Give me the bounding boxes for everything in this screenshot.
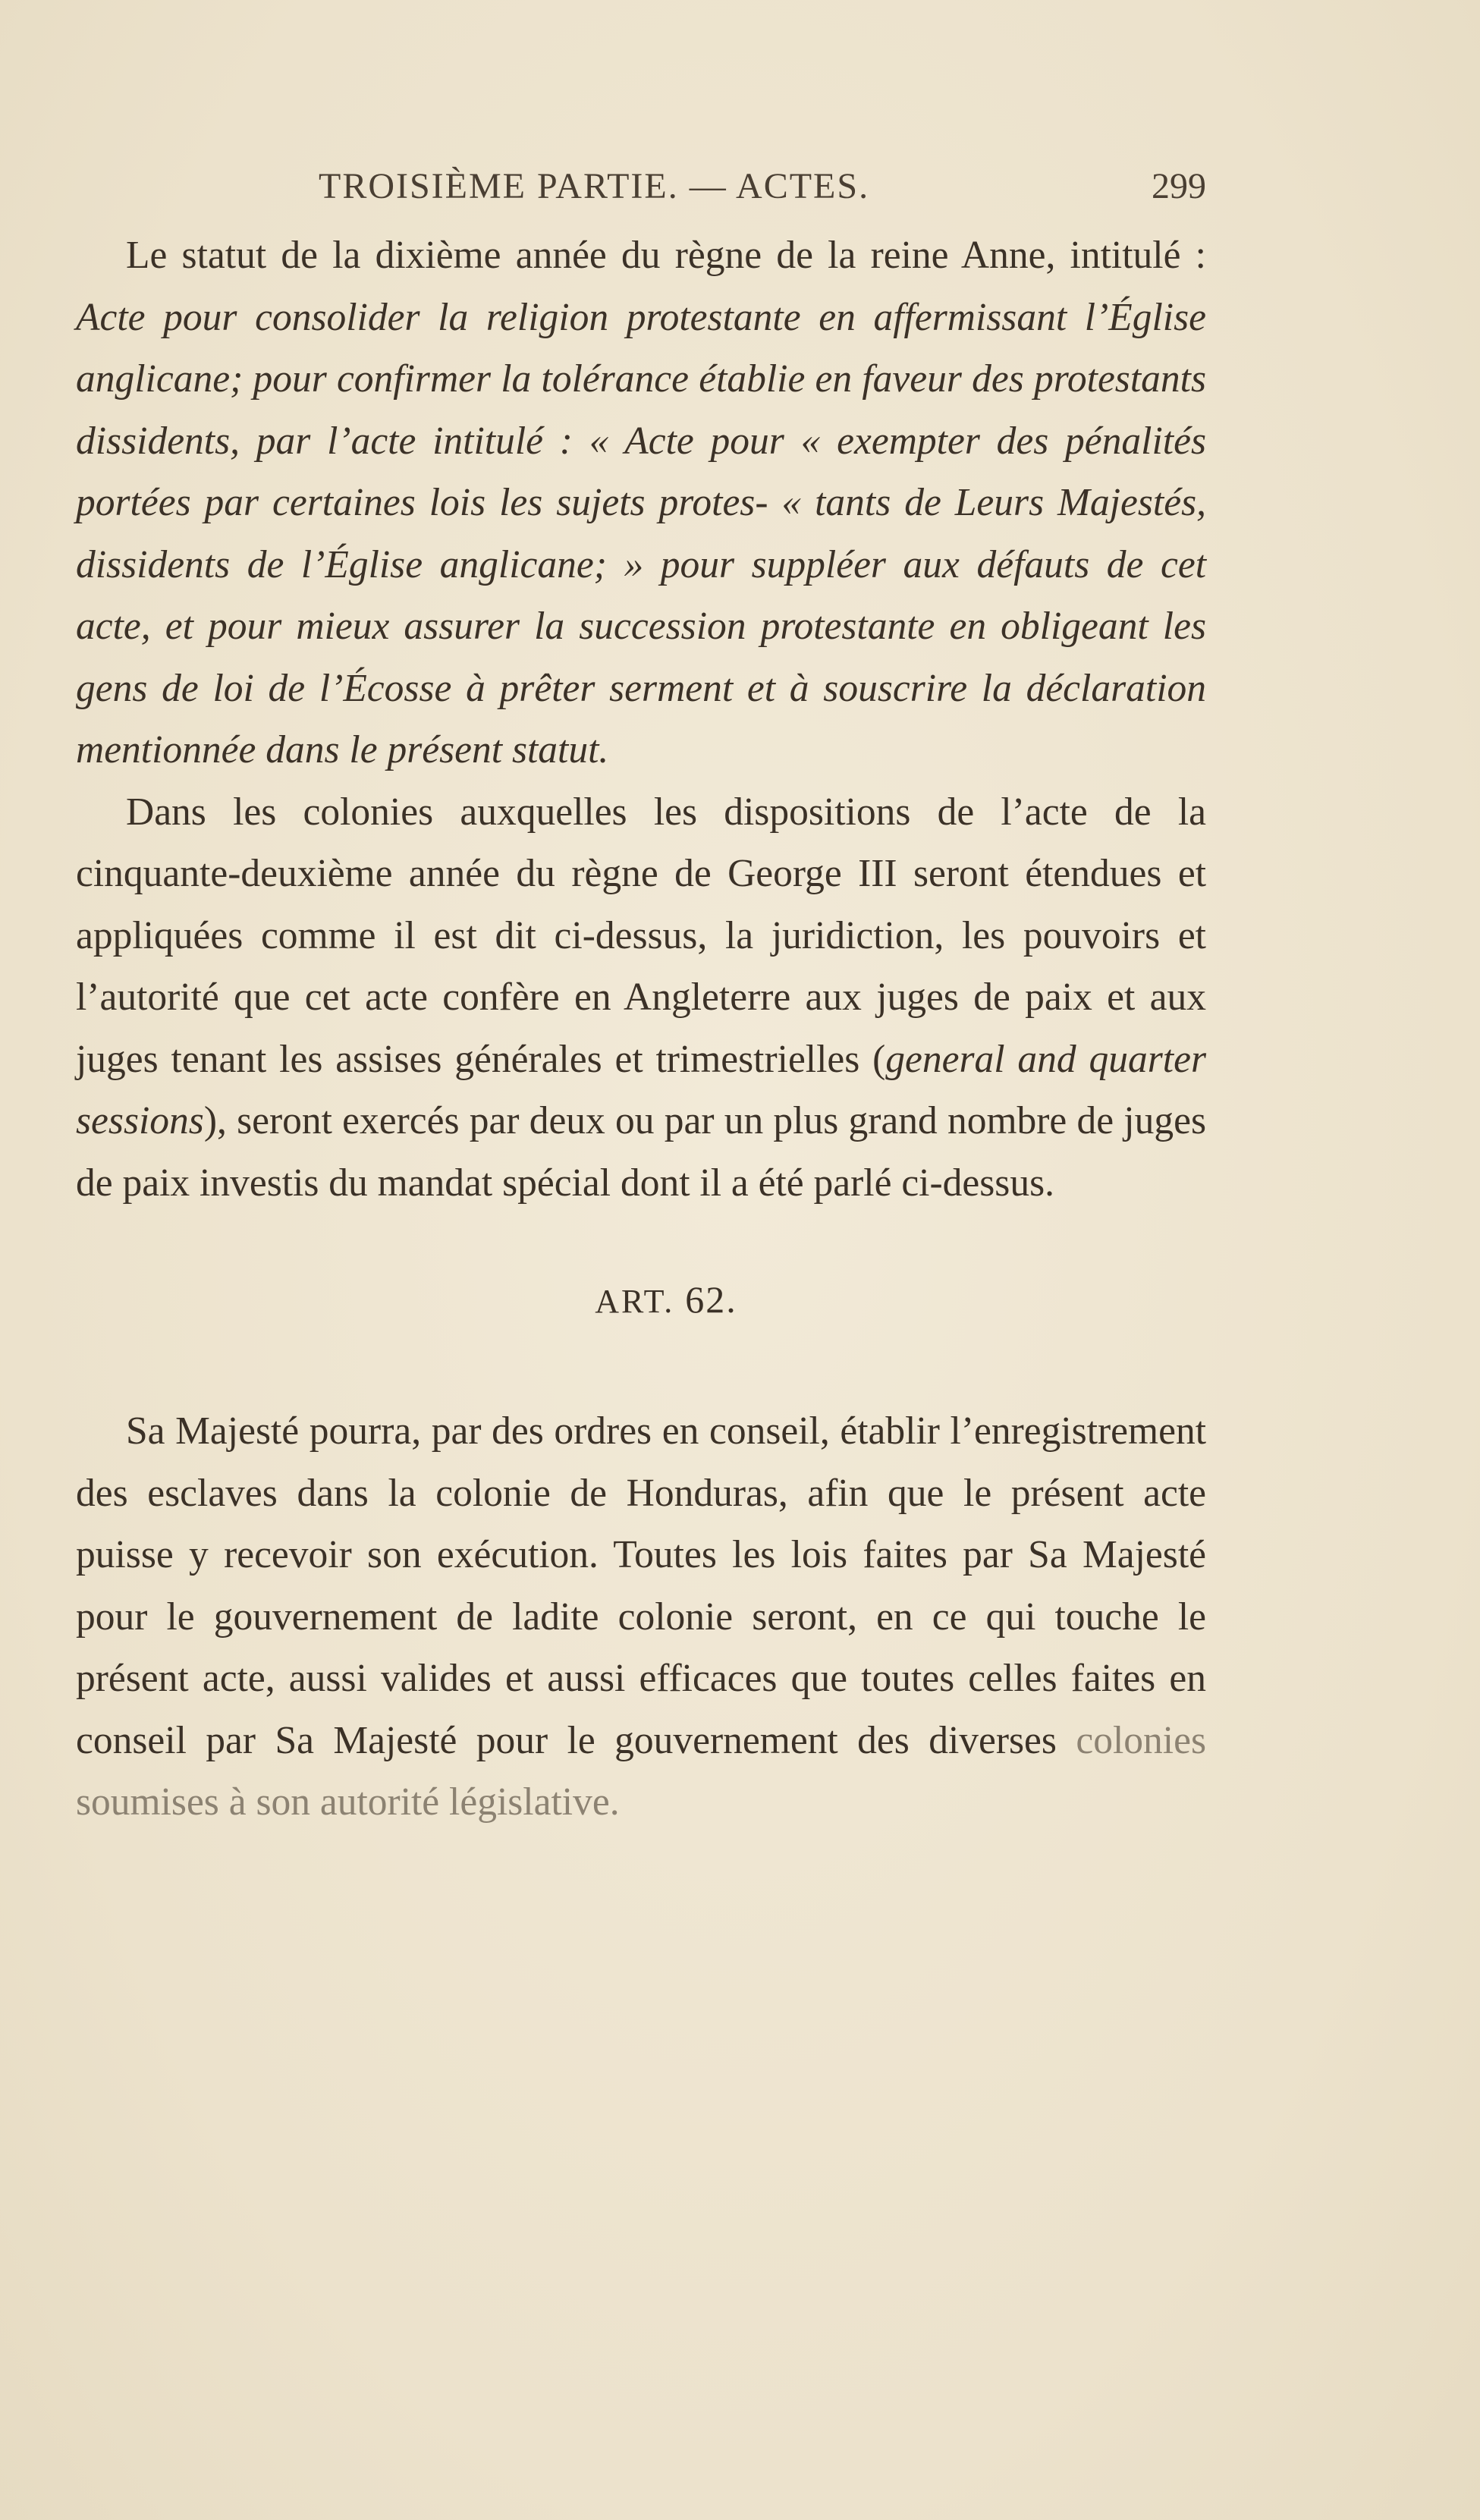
paragraph-colonies-part2: ), seront exercés par deux ou par un plus grand nombre de juges de paix investis du mandat spécial dont il a été parlé ci-dessus. (76, 1099, 1206, 1205)
page-header (76, 165, 1206, 218)
page-body (76, 225, 1206, 1833)
paragraph-honduras-faint-end: colonies soumises à son autorité législative. (76, 1718, 1206, 1824)
sessions-term-italic: general and quarter sessions (76, 1037, 1206, 1142)
article-number: 62. (685, 1278, 737, 1321)
paragraph-honduras (76, 1400, 1206, 1833)
statute-title-italic: Acte pour consolider la religion protestante en affermissant l’Église anglicane; pour confirmer la tolérance établie en faveur des protestants dissidents, par l’acte intitulé : « Acte pour « exempter des pénalités portées par certaines lois les sujets protes- « tants de Leurs Majestés, dissidents de l’Église anglicane; » pour suppléer aux défauts de cet acte, et pour mieux assurer la succession protestante en obligeant les gens de loi de l’Écosse à prêter serment et à souscrire la déclaration mentionnée dans le présent statut. (76, 295, 1206, 771)
paragraph-honduras-main: Sa Majesté pourra, par des ordres en conseil, établir l’enregistrement des esclaves dans la colonie de Honduras, afin que le présent acte puisse y recevoir son exécution. Toutes les lois faites par Sa Majesté pour le gouvernement de ladite colonie seront, en ce qui touche le présent acte, aussi valides et aussi efficaces que toutes celles faites en conseil par Sa Majesté pour le gouvernement des diverses (76, 1409, 1206, 1762)
page-number: 299 (1152, 166, 1206, 206)
paragraph-statute-intro: Le statut de la dixième année du règne de la reine Anne, intitulé : (126, 234, 1206, 277)
article-label: ART. (595, 1283, 675, 1320)
paragraph-colonies-jurisdiction (76, 781, 1206, 1214)
running-head: TROISIÈME PARTIE. — ACTES. (319, 166, 870, 206)
paragraph-colonies-part1: Dans les colonies auxquelles les dispositions de l’acte de la cinquante-deuxième année du règne de George III seront étendues et appliquées comme il est dit ci-dessus, la juridiction, les pouvoirs et l’autorité que cet acte confère en Angleterre aux juges de paix et aux juges tenant les assises générales et trimestrielles ( (76, 790, 1206, 1081)
article-heading (76, 1214, 1206, 1400)
paragraph-statute (76, 225, 1206, 781)
